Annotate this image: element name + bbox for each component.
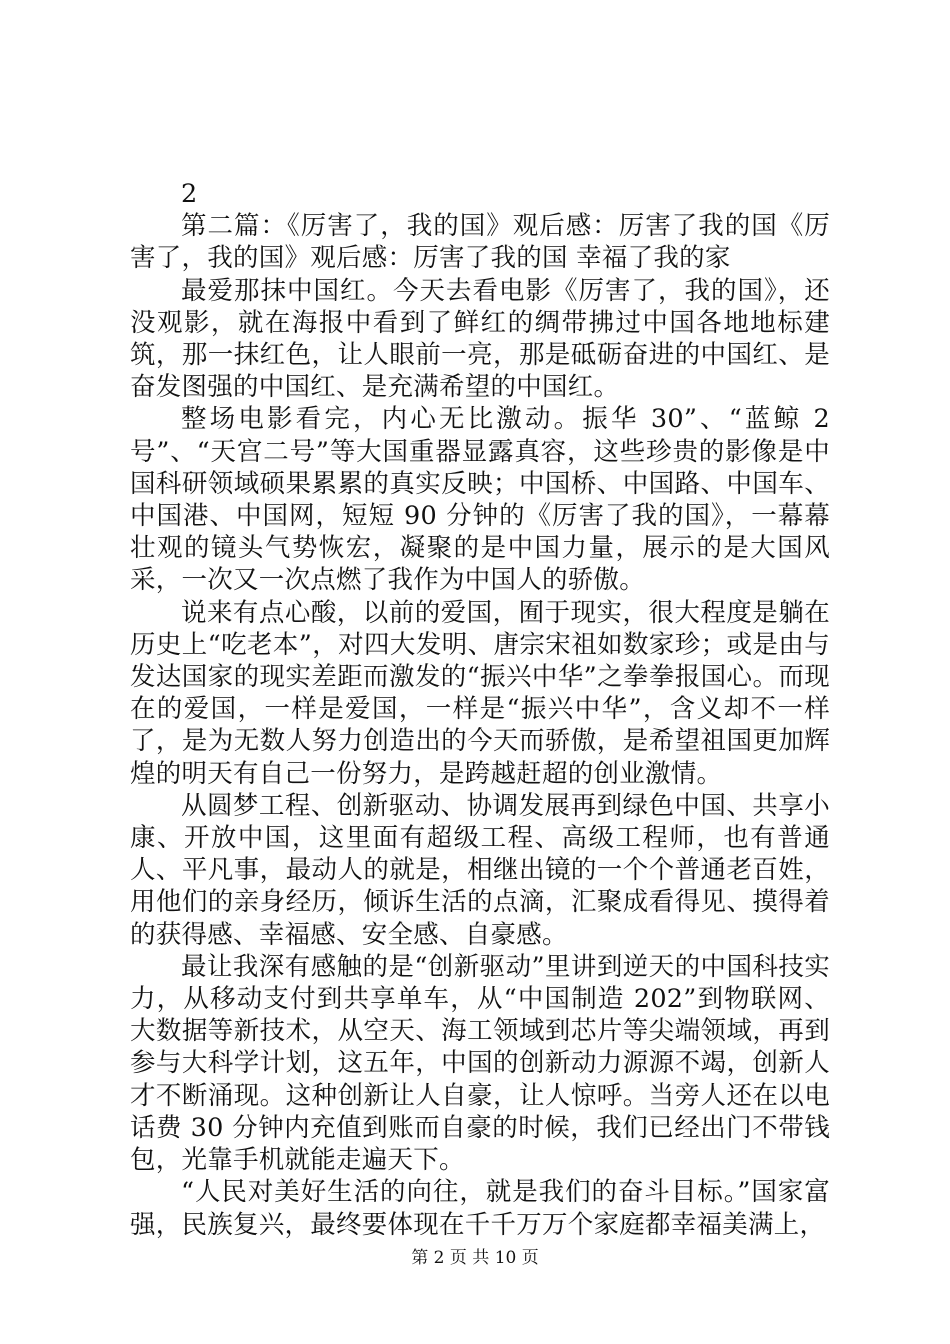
paragraph: “人民对美好生活的向往，就是我们的奋斗目标。”国家富强，民族复兴，最终要体现在千千万万个家庭都幸福美满上， <box>130 1177 830 1240</box>
paragraph: 整场电影看完，内心无比激动。振华 30”、“蓝鲸 2 号”、“天宫二号”等大国重器显露真容，这些珍贵的影像是中国科研领域硕果累累的真实反映；中国桥、中国路、中国车、中国港、中国网，短短 90 分钟的《厉害了我的国》，一幕幕壮观的镜头气势恢宏，凝聚的是中国力量，展示的是大国风采，一次又一次点燃了我作为中国人的骄傲。 <box>130 404 830 596</box>
paragraph-title: 第二篇：《厉害了，我的国》观后感：厉害了我的国《厉害了，我的国》观后感：厉害了我的国 幸福了我的家 <box>130 211 830 274</box>
paragraph: 最让我深有感触的是“创新驱动”里讲到逆天的中国科技实力，从移动支付到共享单车，从“中国制造 202”到物联网、大数据等新技术，从空天、海工领域到芯片等尖端领域，再到参与大科学计划，这五年，中国的创新动力源源不竭，创新人才不断涌现。这种创新让人自豪，让人惊呼。当旁人还在以电话费 30 分钟内充值到账而自豪的时候，我们已经出门不带钱包，光靠手机就能走遍天下。 <box>130 951 830 1176</box>
document-body <box>130 178 830 1241</box>
paragraph: 说来有点心酸，以前的爱国，囿于现实，很大程度是躺在历史上“吃老本”，对四大发明、唐宗宋祖如数家珍；或是由与发达国家的现实差距而激发的“振兴中华”之拳拳报国心。而现在的爱国，一样是爱国，一样是“振兴中华”，含义却不一样了，是为无数人努力创造出的今天而骄傲，是希望祖国更加辉煌的明天有自己一份努力，是跨越赶超的创业激情。 <box>130 597 830 789</box>
paragraph: 最爱那抹中国红。今天去看电影《厉害了，我的国》，还没观影，就在海报中看到了鲜红的绸带拂过中国各地地标建筑，那一抹红色，让人眼前一亮，那是砥砺奋进的中国红、是奋发图强的中国红、是充满希望的中国红。 <box>130 275 830 403</box>
page-marker: 2 <box>181 179 198 209</box>
paragraph: 从圆梦工程、创新驱动、协调发展再到绿色中国、共享小康、开放中国，这里面有超级工程、高级工程师，也有普通人、平凡事，最动人的就是，相继出镜的一个个普通老百姓，用他们的亲身经历，倾诉生活的点滴，汇聚成看得见、摸得着的获得感、幸福感、安全感、自豪感。 <box>130 790 830 950</box>
page-footer: 第 2 页 共 10 页 <box>411 1248 539 1268</box>
